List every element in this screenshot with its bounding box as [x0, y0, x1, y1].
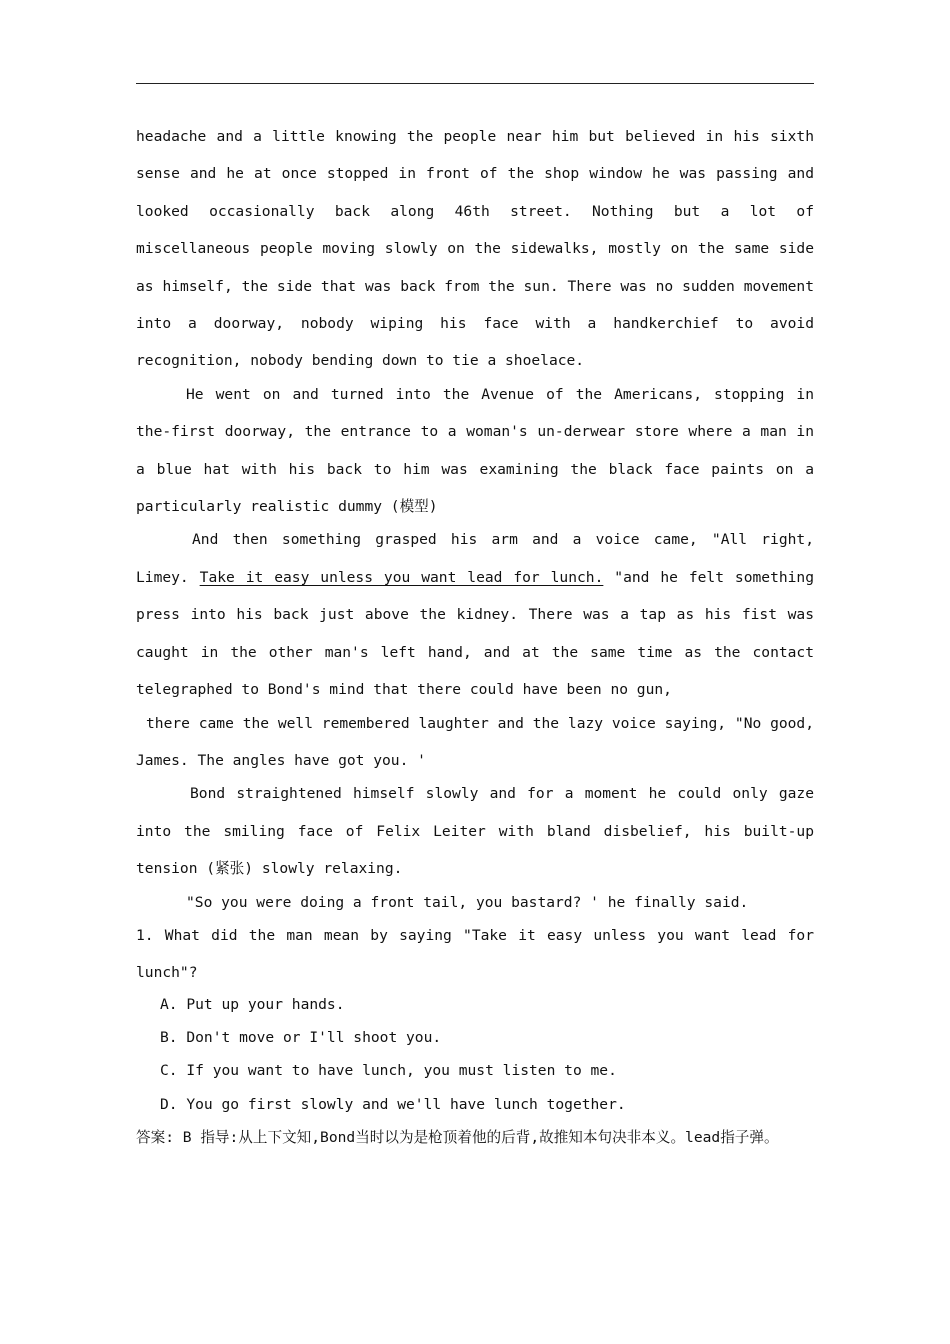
- header-rule: [136, 83, 814, 84]
- paragraph-3: [136, 521, 814, 708]
- answer-explanation: 答案: B 指导:从上下文知,Bond当时以为是枪顶着他的后背,故推知本句决非本义。lead指子弹。: [136, 1128, 779, 1146]
- paragraph-6: "So you were doing a front tail, you bastard? ' he finally said.: [186, 893, 749, 911]
- paragraph-4: there came the well remembered laughter and the lazy voice saying, "No good, James. The angles have got you. ': [136, 714, 814, 769]
- document-body: [136, 118, 814, 1154]
- paragraph-1: headache and a little knowing the people near him but believed in his sixth sense and he at once stopped in front of the shop window he was passing and looked occasionally back along 46th street. Nothing but a lot of miscellaneous people moving slowly on the sidewalks, mostly on the same side as himself, the side that was back from the sun. There was no sudden movement into a doorway, nobody wiping his face with a handkerchief to avoid recognition, nobody bending down to tie a shoelace.: [136, 128, 814, 370]
- paragraph-3-rest: "and he felt something press into his back just above the kidney. There was a tap as his fist was caught in the other man's left hand, and at the same time as the contact telegraphed to Bond's mind that there could have been no gun,: [136, 568, 814, 699]
- option-d: D. You go first slowly and we'll have lunch together.: [160, 1095, 626, 1113]
- option-c: C. If you want to have lunch, you must listen to me.: [160, 1062, 617, 1080]
- paragraph-2: He went on and turned into the Avenue of the Americans, stopping in the-first doorway, the entrance to a woman's un-derwear store where a man in a blue hat with his back to him was examining the black face paints on a particularly realistic dummy (模型): [136, 385, 814, 516]
- underlined-sentence: Take it easy unless you want lead for lunch.: [199, 568, 604, 586]
- paragraph-5: Bond straightened himself slowly and for a moment he could only gaze into the smiling face of Felix Leiter with bland disbelief, his built-up tension (紧张) slowly relaxing.: [136, 785, 814, 878]
- option-b: B. Don't move or I'll shoot you.: [160, 1029, 442, 1047]
- question-stem: 1. What did the man mean by saying "Take it easy unless you want lead for lunch"?: [136, 926, 814, 982]
- paragraph-3-lead: And then something grasped his arm and a voice came, "All right, Limey.: [136, 531, 814, 586]
- option-a: A. Put up your hands.: [160, 995, 345, 1013]
